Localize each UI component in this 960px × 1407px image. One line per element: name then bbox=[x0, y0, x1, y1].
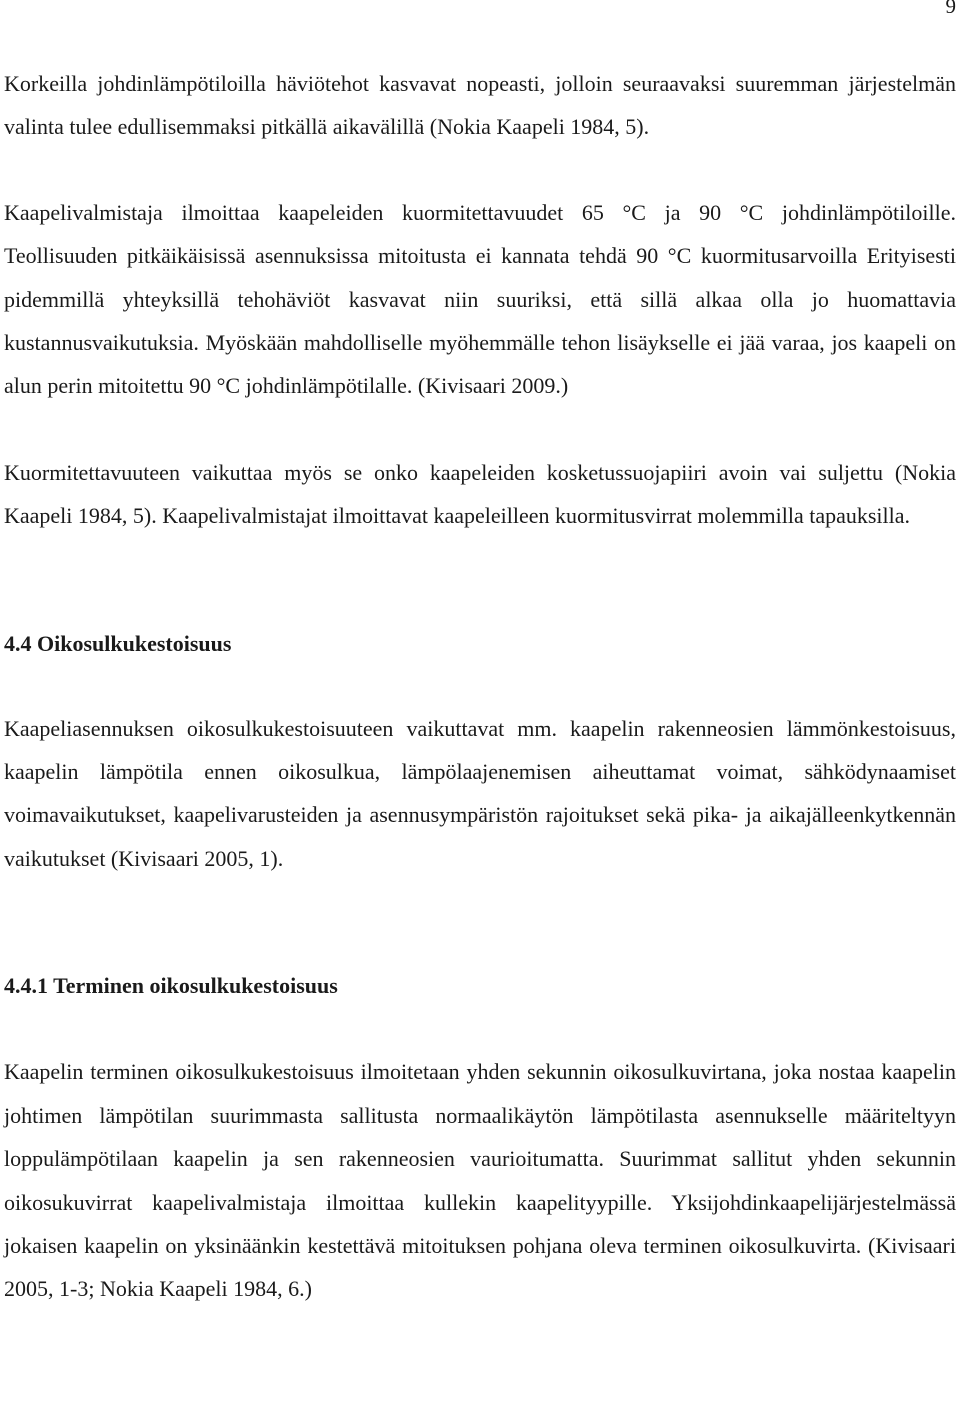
section-title: Oikosulkukestoisuus bbox=[37, 630, 232, 656]
paragraph-contact-protection: Kuormitettavuuteen vaikuttaa myös se onko kaapeleiden kosketussuojapiiri avoin vai suljettu (Nokia Kaapeli 1984, 5). Kaapelivalmistajat ilmoittavat kaapeleilleen kuormitusvirrat molemmilla tapauksilla. bbox=[4, 459, 956, 529]
section-number: 4.4 bbox=[4, 630, 32, 656]
section-title: Terminen oikosulkukestoisuus bbox=[53, 973, 338, 999]
paragraph-thermal-short-circuit: Kaapelin terminen oikosulkukestoisuus ilmoitetaan yhden sekunnin oikosulkuvirtana, joka nostaa kaapelin johtimen lämpötilan suurimmasta sallitusta normaalikäytön lämpötilasta asennukselle määriteltyyn loppulämpötilaan kaapelin ja sen rakenneosien vaurioitumatta. Suurimmat sallitut yhden sekunnin oikosukuvirrat kaapelivalmistaja ilmoittaa kullekin kaapelityypille. Yksijohdinkaapelijärjestelmässä jokaisen kaapelin on yksinäänkin kestettävä mitoituksen pohjana oleva terminen oikosulkuvirta. (Kivisaari 2005, 1-3; Nokia Kaapeli 1984, 6.) bbox=[4, 1059, 956, 1302]
paragraph-load-capacity: Kaapelivalmistaja ilmoittaa kaapeleiden kuormitettavuudet 65 °C ja 90 °C johdinlämpötiloille. Teollisuuden pitkäikäisissä asennuksissa mitoitusta ei kannata tehdä 90 °C kuormitusarvoilla Erityisesti pidemmillä yhteyksillä tehohäviöt kasvavat niin suuriksi, että sillä alkaa olla jo huomattavia kustannusvaikutuksia. Myöskään mahdolliselle myöhemmälle tehon lisäykselle ei jää varaa, jos kaapeli on alun perin mitoitettu 90 °C johdinlämpötilalle. (Kivisaari 2009.) bbox=[4, 199, 956, 399]
section-heading-4-4-1 bbox=[4, 964, 956, 1007]
page-number: 9 bbox=[945, 0, 956, 18]
paragraph-loss-heat: Korkeilla johdinlämpötiloilla häviötehot kasvavat nopeasti, jolloin seuraavaksi suuremman järjestelmän valinta tulee edullisemmaksi pitkällä aikavälillä (Nokia Kaapeli 1984, 5). bbox=[4, 71, 956, 140]
section-heading-4-4 bbox=[4, 622, 956, 665]
page-body bbox=[4, 62, 956, 1311]
paragraph-short-circuit-factors: Kaapeliasennuksen oikosulkukestoisuuteen vaikuttavat mm. kaapelin rakenneosien lämmönkestoisuus, kaapelin lämpötila ennen oikosulkua, lämpölaajenemisen aiheuttamat voimat, sähködynaamiset voimavaikutukset, kaapelivarusteiden ja asennusympäristön rajoitukset sekä pika- ja aikajälleenkytkennän vaikutukset (Kivisaari 2005, 1). bbox=[4, 715, 956, 871]
section-number: 4.4.1 bbox=[4, 973, 48, 999]
